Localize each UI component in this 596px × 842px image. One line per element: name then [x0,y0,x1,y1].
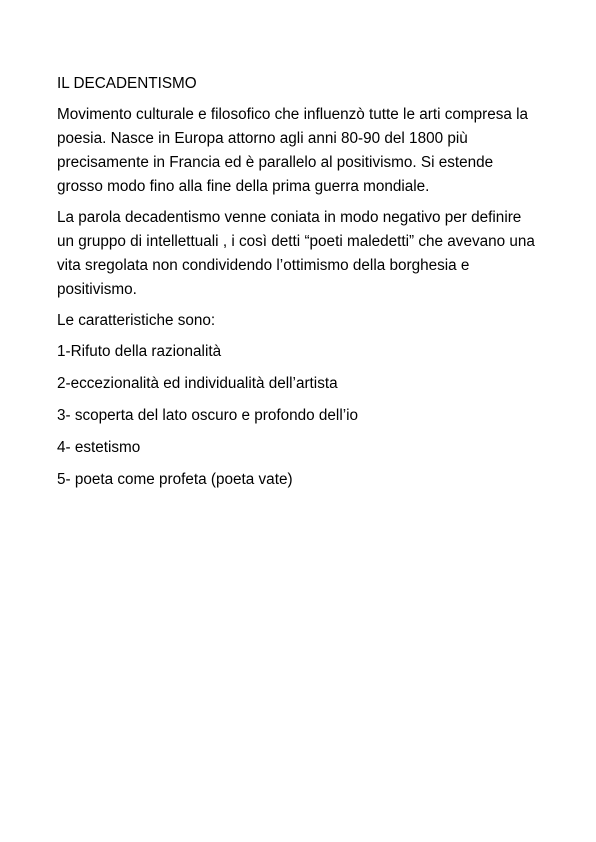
document-title: IL DECADENTISMO [57,75,197,92]
paragraph-intro: Movimento culturale e filosofico che influenzò tutte le arti compresa la poesia. Nasce in Europa attorno agli anni 80-90 del 1800 più precisamente in Francia ed è parallelo al positivismo. Si estende grosso modo fino alla fine della prima guerra mondiale. [57,106,529,195]
list-item: 5- poeta come profeta (poeta vate) [57,471,293,488]
characteristics-list [57,340,542,492]
list-item: 1-Rifuto della razionalità [57,343,222,360]
list-item: 4- estetismo [57,439,141,456]
document-body [57,72,542,500]
paragraph-characteristics-intro: Le caratteristiche sono: [57,312,216,329]
list-item: 2-eccezionalità ed individualità dell’artista [57,375,338,392]
paragraph-term-origin: La parola decadentismo venne coniata in modo negativo per definire un gruppo di intellettuali , i così detti “poeti maledetti” che avevano una vita sregolata non condividendo l’ottimismo della borghesia e positivismo. [57,209,535,298]
list-item: 3- scoperta del lato oscuro e profondo dell’io [57,407,359,424]
